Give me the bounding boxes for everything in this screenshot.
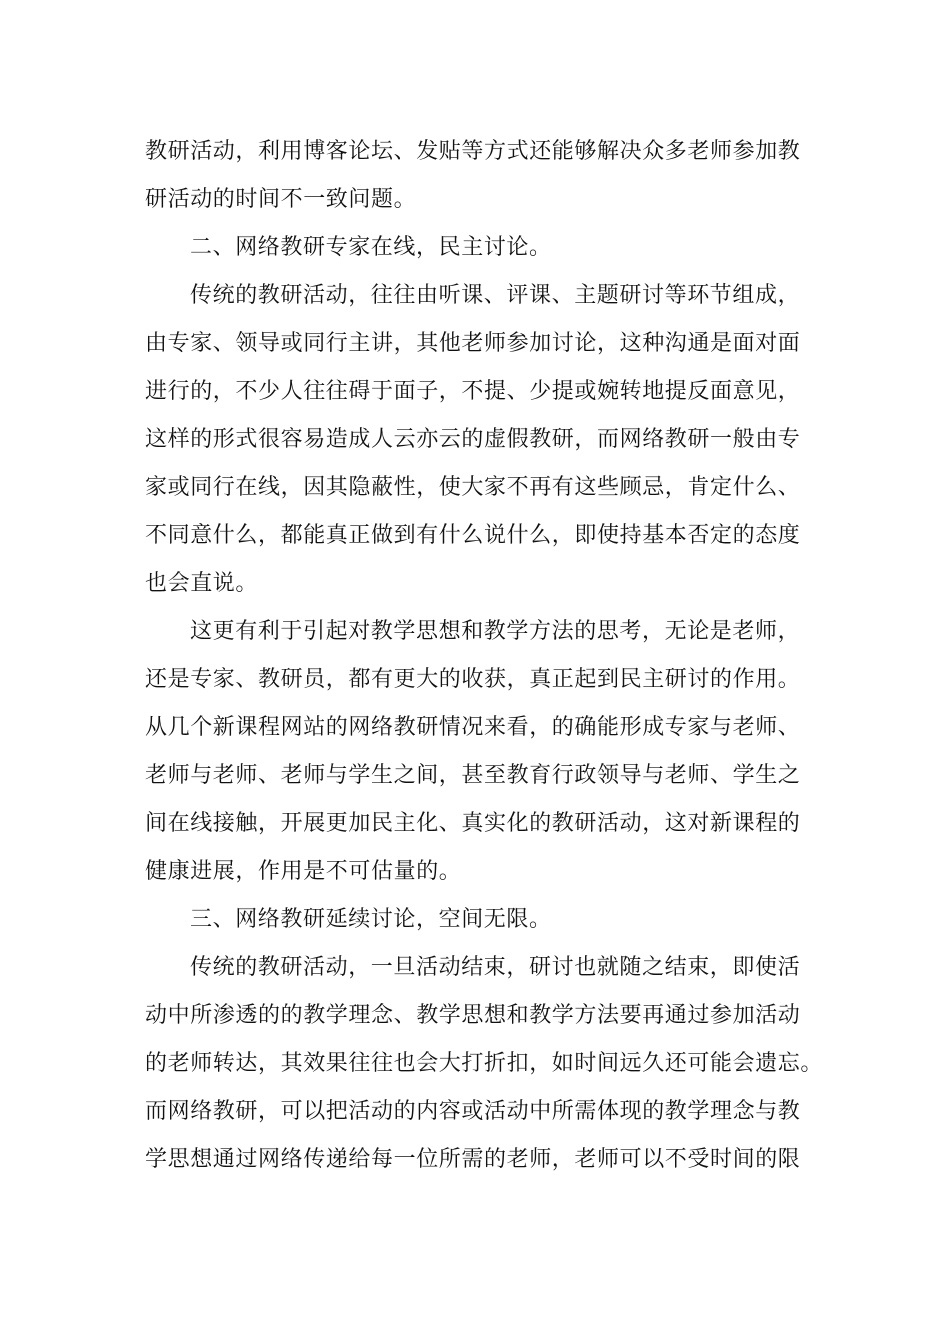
- text-line: 动中所渗透的的教学理念、教学思想和教学方法要再通过参加活动: [145, 1003, 801, 1028]
- text-line: 也会直说。: [145, 571, 259, 596]
- text-line: 健康进展，作用是不可估量的。: [145, 859, 462, 884]
- section-heading: 三、网络教研延续讨论，空间无限。: [190, 907, 552, 932]
- text-line: 老师与老师、老师与学生之间，甚至教育行政领导与老师、学生之: [145, 763, 801, 788]
- text-line: 研活动的时间不一致问题。: [145, 187, 417, 212]
- text-line: 的老师转达，其效果往往也会大打折扣，如时间远久还可能会遗忘。: [145, 1051, 824, 1076]
- text-line: 间在线接触，开展更加民主化、真实化的教研活动，这对新课程的: [145, 811, 801, 836]
- text-line: 这样的形式很容易造成人云亦云的虚假教研，而网络教研一般由专: [145, 427, 801, 452]
- text-line: 教研活动，利用博客论坛、发贴等方式还能够解决众多老师参加教: [145, 139, 801, 164]
- text-line: 从几个新课程网站的网络教研情况来看，的确能形成专家与老师、: [145, 715, 801, 740]
- section-heading: 二、网络教研专家在线，民主讨论。: [190, 235, 552, 260]
- text-line: 而网络教研，可以把活动的内容或活动中所需体现的教学理念与教: [145, 1099, 801, 1124]
- text-line: 传统的教研活动，往往由听课、评课、主题研讨等环节组成，: [190, 283, 801, 308]
- text-line: 家或同行在线，因其隐蔽性，使大家不再有这些顾忌，肯定什么、: [145, 475, 801, 500]
- text-line: 传统的教研活动，一旦活动结束，研讨也就随之结束，即使活: [190, 955, 801, 980]
- text-line: 这更有利于引起对教学思想和教学方法的思考，无论是老师，: [190, 619, 801, 644]
- text-line: 学思想通过网络传递给每一位所需的老师，老师可以不受时间的限: [145, 1147, 801, 1172]
- text-line: 进行的，不少人往往碍于面子，不提、少提或婉转地提反面意见，: [145, 379, 801, 404]
- body-text: [145, 128, 825, 1184]
- text-line: 还是专家、教研员，都有更大的收获，真正起到民主研讨的作用。: [145, 667, 801, 692]
- text-line: 不同意什么，都能真正做到有什么说什么，即使持基本否定的态度: [145, 523, 801, 548]
- text-line: 由专家、领导或同行主讲，其他老师参加讨论，这种沟通是面对面: [145, 331, 801, 356]
